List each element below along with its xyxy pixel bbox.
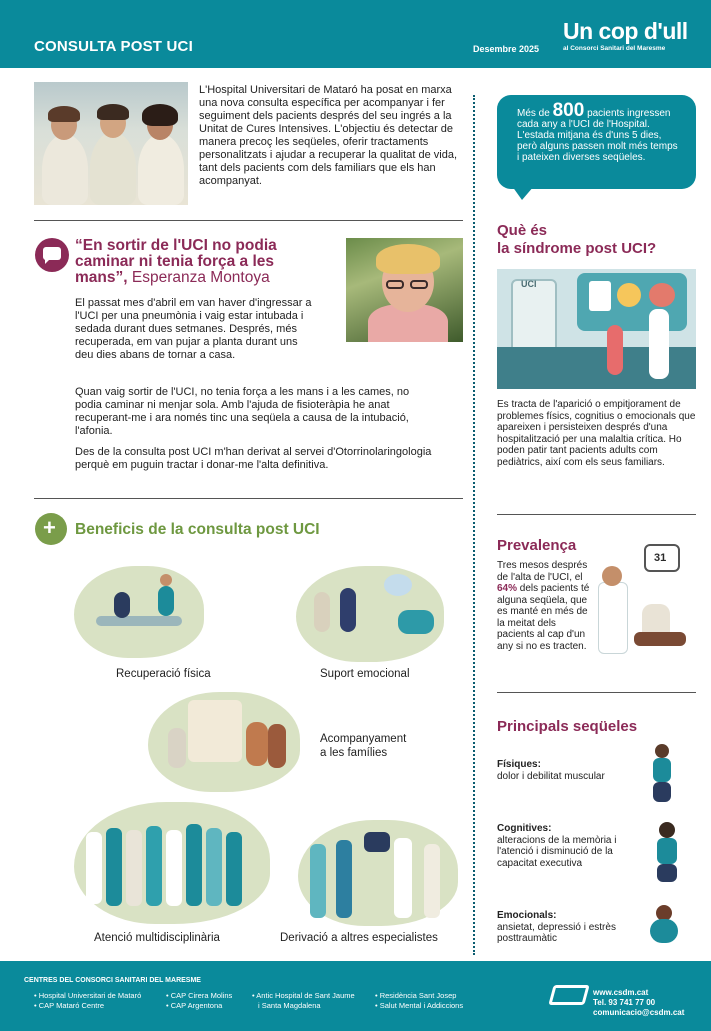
what-is-text: Es tracta de l'aparició o empitjorament de problemes físics, cognitius o emocionals que apareixen i persisteixen després d'una hospitalització per una malaltia crítica. Ho poden patir tant pacients adults com pediàtrics, així com els seus familiars. — [497, 399, 696, 468]
physical-sequela-icon — [647, 744, 675, 804]
callout-pre: Més de — [517, 108, 550, 119]
quote-author: Esperanza Montoya — [127, 269, 270, 286]
sequelae-title: Principals seqüeles — [497, 718, 638, 735]
prevalence-title: Prevalença — [497, 537, 577, 554]
what-is-title-2: la síndrome post UCI? — [497, 240, 657, 257]
story-paragraph-2: Quan vaig sortir de l'UCI, no tenia força a les mans i a les cames, no podia caminar ni menjar sola. Amb l'ajuda de fisioteràpia he anat recuperant-me i ara només tinc una seqüela a causa de la intubació, l'afonia. — [75, 386, 410, 437]
story-paragraph-1: El passat mes d'abril em van haver d'ingressar a l'UCI per una pneumònia i vaig estar intubada i sedada durant dues setmanes. Després, més recuperada, em van pujar a planta durant uns deu dies abans de tornar a casa. — [75, 297, 312, 361]
prevalence-illustration — [594, 542, 700, 670]
story-paragraph-3: Des de la consulta post UCI m'han derivat al servei d'Otorrinolaringologia perquè em puguin tractar i donar-me l'alta definitiva. — [75, 446, 432, 471]
centre-item: • Antic Hospital de Sant Jaume — [252, 991, 355, 1000]
portrait-photo — [346, 238, 463, 342]
csdm-logo-icon — [548, 985, 589, 1005]
centre-name: CAP Cirera Molins — [170, 991, 233, 1000]
stat-callout — [497, 95, 696, 189]
prevalence-text — [497, 560, 593, 652]
quote-text: “En sortir de l'UCI no podia caminar ni tenia força a les mans”, — [75, 237, 277, 286]
sequela-physical — [497, 759, 617, 782]
column-separator — [473, 95, 475, 955]
sequela-cognitive-label: Cognitives: — [497, 823, 552, 834]
benefit-label-families-1: Acompanyament — [320, 733, 407, 745]
sequela-physical-label: Físiques: — [497, 759, 541, 770]
centre-name: CAP Mataró Centre — [38, 1001, 105, 1010]
centre-name: Residència Sant Josep — [379, 991, 457, 1000]
page-title: CONSULTA POST UCI — [34, 38, 193, 55]
centre-item: • Residència Sant Josep — [375, 991, 457, 1000]
sequela-cognitive — [497, 823, 637, 869]
benefits-title: Beneficis de la consulta post UCI — [75, 521, 320, 538]
brand-title: Un cop d'ull — [563, 18, 688, 44]
benefit-label-families-2: a les famílies — [320, 747, 388, 759]
testimony-quote — [75, 238, 320, 286]
sequela-physical-text: dolor i debilitat muscular — [497, 770, 605, 782]
what-is-title-1: Què és — [497, 222, 548, 239]
callout-text: pacients ingressen cada any a l'UCI de l'Hospital. L'estada mitjana és d'uns 5 dies, però alguns passen molt més temps i pateixen diverses seqüeles. — [517, 108, 678, 163]
page-footer — [0, 961, 711, 1031]
divider — [34, 220, 463, 221]
centre-name: Salut Mental i Addiccions — [379, 1001, 464, 1010]
prevalence-text-2: dels pacients té alguna seqüela, que es manté en més de la meitat dels pacients al cap d'un any si no es tracten. — [497, 583, 590, 652]
callout-number: 800 — [552, 100, 585, 121]
health-care-icon — [35, 513, 67, 545]
family-support-illustration — [148, 692, 300, 792]
sequela-emotional-label: Emocionals: — [497, 910, 557, 921]
centre-item: • Hospital Universitari de Mataró — [34, 991, 142, 1000]
centre-name: Hospital Universitari de Mataró — [38, 991, 142, 1000]
multidisciplinary-care-illustration — [74, 802, 270, 924]
speech-bubble-icon — [35, 238, 69, 272]
centre-item-continued: i Santa Magdalena — [258, 1001, 321, 1010]
emotional-sequela-icon — [646, 903, 680, 945]
issue-date: Desembre 2025 — [473, 44, 540, 54]
centre-item: • CAP Argentona — [166, 1001, 223, 1010]
centre-item: • CAP Cirera Molins — [166, 991, 233, 1000]
email-link[interactable]: comunicacio@csdm.cat — [593, 1008, 685, 1017]
intro-paragraph: L'Hospital Universitari de Mataró ha posat en marxa una nova consulta específica per acompanyar i fer seguiment dels pacients després del seu ingrés a la Unitat de Cures Intensives. L'objectiu és detectar de manera precoç les seqüeles, oferir tractaments personalitzats i ajudar a recuperar la qualitat de vida, tant dels pacients com dels familiars que els han acompanyat. — [199, 84, 458, 187]
divider — [497, 514, 696, 515]
referral-illustration — [298, 820, 458, 926]
prevalence-text-1: Tres mesos després de l'alta de l'UCI, el — [497, 560, 588, 583]
callout-tail — [512, 186, 534, 200]
uci-sign: UCI — [521, 279, 537, 289]
physical-recovery-illustration — [74, 566, 204, 658]
sequela-emotional-text: ansietat, depressió i estrès posttraumàtic — [497, 921, 616, 944]
brand-subtitle: al Consorci Sanitari del Maresme — [563, 45, 666, 52]
sequela-cognitive-text: alteracions de la memòria i l'atenció i disminució de la capacitat executiva — [497, 834, 617, 869]
benefit-label-physical: Recuperació física — [116, 668, 211, 680]
sequela-emotional — [497, 910, 637, 945]
cognitive-sequela-icon — [647, 818, 687, 882]
divider — [34, 498, 463, 499]
benefit-label-referral: Derivació a altres especialistes — [280, 932, 438, 944]
website-link[interactable]: www.csdm.cat — [593, 988, 649, 997]
benefit-label-multidisciplinary: Atenció multidisciplinària — [94, 932, 220, 944]
benefit-label-emotional: Suport emocional — [320, 668, 410, 680]
team-photo — [34, 82, 188, 205]
centre-name: CAP Argentona — [170, 1001, 223, 1010]
calendar-day: 31 — [654, 552, 667, 564]
centre-item: • CAP Mataró Centre — [34, 1001, 105, 1010]
centre-name: Antic Hospital de Sant Jaume — [256, 991, 355, 1000]
prevalence-percent: 64% — [497, 583, 518, 594]
emotional-support-illustration — [296, 566, 444, 662]
post-uci-illustration — [497, 269, 696, 389]
phone-number: Tel. 93 741 77 00 — [593, 998, 656, 1007]
page-header — [0, 0, 711, 68]
centre-item: • Salut Mental i Addiccions — [375, 1001, 464, 1010]
footer-heading: CENTRES DEL CONSORCI SANITARI DEL MARESME — [24, 977, 201, 984]
divider — [497, 692, 696, 693]
